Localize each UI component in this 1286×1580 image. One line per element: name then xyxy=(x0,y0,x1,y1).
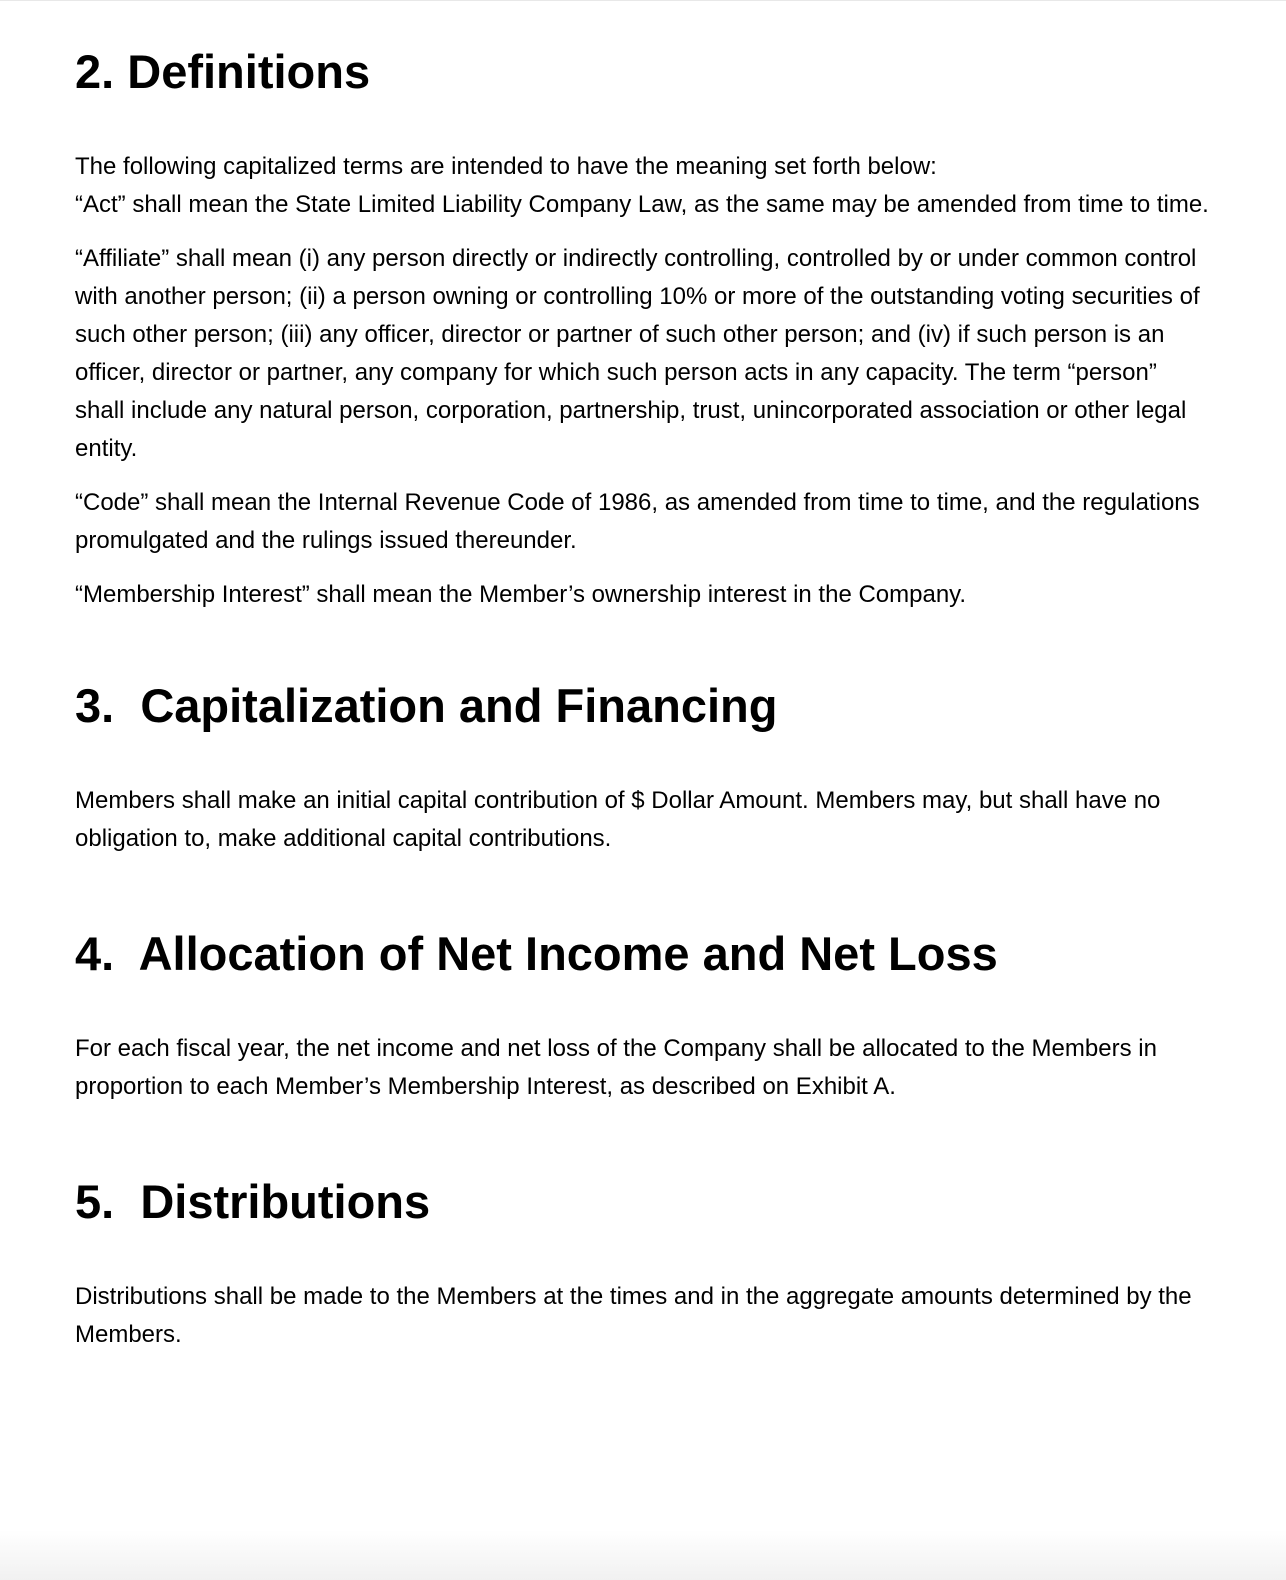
allocation-body: For each fiscal year, the net income and net loss of the Company shall be allocated to the Members in proportion to each Member’s Membership Interest, as described on Exhibit A. xyxy=(75,1035,1157,1100)
capitalization-body: Members shall make an initial capital contribution of $ Dollar Amount. Members may, but shall have no obligation to, make additional capital contributions. xyxy=(75,787,1161,852)
page-bottom-shadow xyxy=(0,1530,1286,1580)
definition-code: “Code” shall mean the Internal Revenue Code of 1986, as amended from time to time, and the regulations promulgated and the rulings issued thereunder. xyxy=(75,489,1200,554)
heading-allocation: 4. Allocation of Net Income and Net Loss xyxy=(75,927,998,980)
section-capitalization xyxy=(75,678,1211,858)
definition-affiliate: “Affiliate” shall mean (i) any person directly or indirectly controlling, controlled by or under common control with another person; (ii) a person owning or controlling 10% or more of the outstanding voting securities of such other person; (iii) any officer, director or partner of such other person; and (iv) if such person is an officer, director or partner, any company for which such person acts in any capacity. The term “person” shall include any natural person, corporation, partnership, trust, unincorporated association or other legal entity. xyxy=(75,245,1200,462)
section-definitions xyxy=(75,44,1211,614)
definition-act: “Act” shall mean the State Limited Liability Company Law, as the same may be amended from time to time. xyxy=(75,191,1209,218)
definitions-intro: The following capitalized terms are intended to have the meaning set forth below: xyxy=(75,153,937,180)
definition-membership-interest: “Membership Interest” shall mean the Member’s ownership interest in the Company. xyxy=(75,581,967,608)
heading-capitalization: 3. Capitalization and Financing xyxy=(75,679,778,732)
heading-distributions: 5. Distributions xyxy=(75,1175,431,1228)
section-allocation xyxy=(75,926,1211,1106)
heading-definitions: 2. Definitions xyxy=(75,45,371,98)
distributions-body: Distributions shall be made to the Members at the times and in the aggregate amounts determined by the Members. xyxy=(75,1283,1192,1348)
section-distributions xyxy=(75,1174,1211,1354)
